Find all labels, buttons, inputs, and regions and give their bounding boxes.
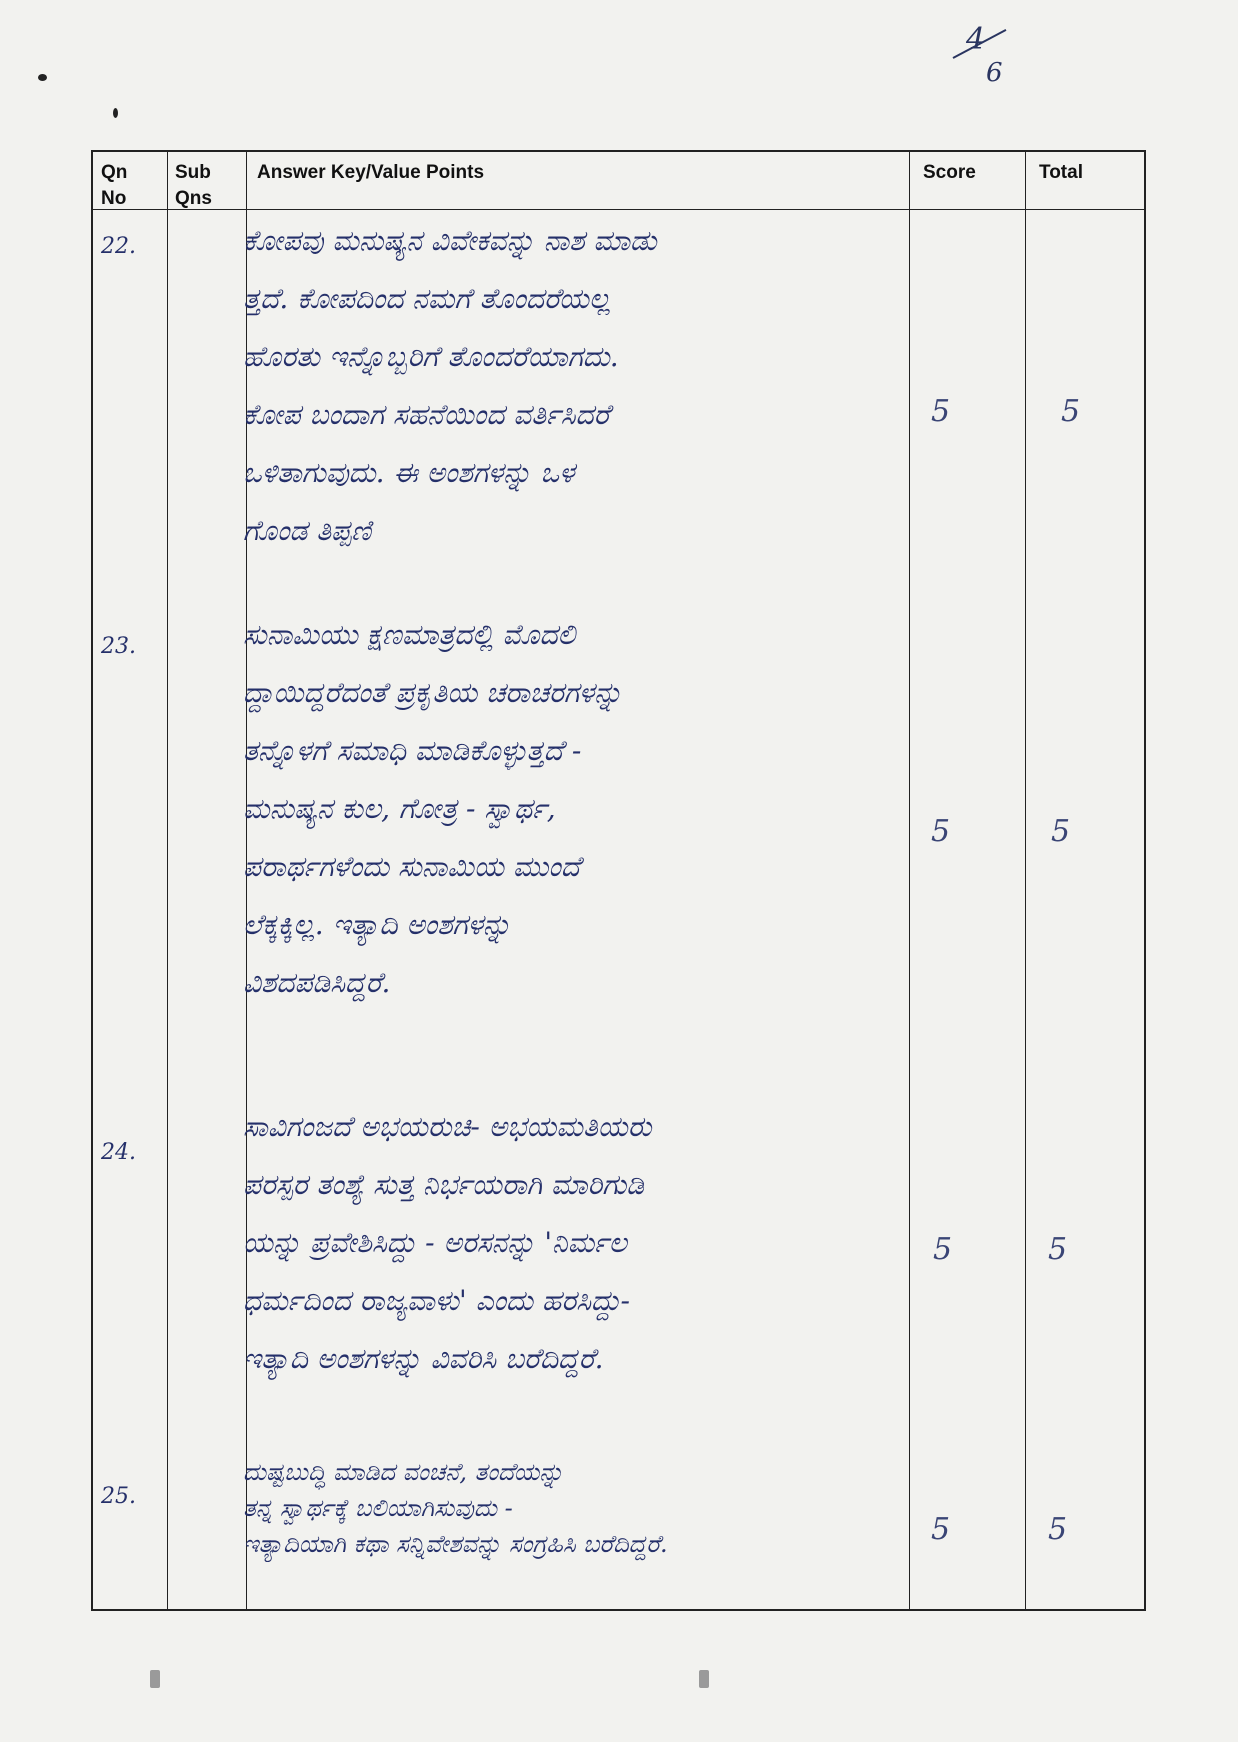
score-value: 5 (931, 394, 951, 429)
answer-line: ತನ್ನೊಳಗೆ ಸಮಾಧಿ ಮಾಡಿಕೊಳ್ಳುತ್ತದೆ - (243, 734, 582, 767)
header-answer-key: Answer Key/Value Points (257, 162, 485, 183)
score-value: 5 (931, 1512, 951, 1547)
header-sub-line1: Sub (175, 162, 211, 183)
header-divider (93, 209, 1144, 210)
answer-line: ಯನ್ನು ಪ್ರವೇಶಿಸಿದ್ದು - ಅರಸನನ್ನು 'ನಿರ್ಮಲ (243, 1226, 627, 1259)
answer-line: ಹೊರತು ಇನ್ನೊಬ್ಬರಿಗೆ ತೊಂದರೆಯಾಗದು. (243, 340, 619, 373)
answer-text (243, 1098, 898, 1388)
header-total: Total (1039, 162, 1083, 183)
scan-mark (150, 1670, 160, 1688)
answer-line: ತ್ತದೆ. ಕೋಪದಿಂದ ನಮಗೆ ತೊಂದರೆಯಲ್ಲ (243, 282, 611, 315)
question-number: 25. (101, 1484, 136, 1509)
answer-line: ಮನುಷ್ಯನ ಕುಲ, ಗೋತ್ರ - ಸ್ವಾರ್ಥ, (243, 792, 556, 825)
header-score: Score (923, 162, 976, 183)
answer-line: ದ್ದಾಯಿದ್ದರೆದಂತೆ ಪ್ರಕೃತಿಯ ಚರಾಚರಗಳನ್ನು (243, 676, 623, 709)
answer-line: ಪರಸ್ಪರ ತಂಶ್ಯೆ ಸುತ್ತ ನಿರ್ಭಯರಾಗಿ ಮಾರಿಗುಡಿ (243, 1168, 644, 1201)
answer-key-table (91, 150, 1146, 1611)
answer-line: ದುಷ್ಟಬುದ್ಧಿ ಮಾಡಿದ ವಂಚನೆ, ತಂದೆಯನ್ನು (243, 1458, 564, 1486)
page-number-denominator: 6 (986, 58, 1003, 88)
score-value: 5 (933, 1232, 953, 1267)
question-number: 24. (101, 1140, 136, 1165)
header-qn-line2: No (101, 188, 127, 209)
answer-text (243, 212, 898, 560)
column-divider (167, 152, 168, 1609)
header-qn-no (101, 160, 127, 212)
answer-line: ತನ್ನ ಸ್ವಾರ್ಥಕ್ಕೆ ಬಲಿಯಾಗಿಸುವುದು - (243, 1494, 513, 1522)
answer-line: ಕೋಪ ಬಂದಾಗ ಸಹನೆಯಿಂದ ವರ್ತಿಸಿದರೆ (243, 398, 610, 431)
page-number (948, 22, 1018, 88)
header-qn-line1: Qn (101, 162, 128, 183)
question-number: 22. (101, 234, 136, 259)
answer-line: ಲೆಕ್ಕಕ್ಕಿಲ್ಲ. ಇತ್ಯಾದಿ ಅಂಶಗಳನ್ನು (243, 908, 512, 941)
answer-line: ಧರ್ಮದಿಂದ ರಾಜ್ಯವಾಳು' ಎಂದು ಹರಸಿದ್ದು- (243, 1284, 631, 1317)
answer-line: ಗೊಂಡ ತಿಪ್ಪಣಿ (243, 514, 372, 547)
column-divider (909, 152, 910, 1609)
answer-line: ಒಳಿತಾಗುವುದು. ಈ ಅಂಶಗಳನ್ನು ಒಳ (243, 456, 575, 489)
header-sub-line2: Qns (175, 188, 212, 209)
answer-line: ಇತ್ಯಾದಿಯಾಗಿ ಕಥಾ ಸನ್ನಿವೇಶವನ್ನು ಸಂಗ್ರಹಿಸಿ ಬರೆದಿದ್ದರೆ. (243, 1530, 668, 1558)
total-value: 5 (1051, 814, 1071, 849)
total-value: 5 (1061, 394, 1081, 429)
answer-line: ಕೋಪವು ಮನುಷ್ಯನ ವಿವೇಕವನ್ನು ನಾಶ ಮಾಡು (243, 224, 657, 257)
answer-text (243, 1454, 898, 1562)
header-sub-qns (175, 160, 212, 212)
answer-text (243, 606, 898, 1012)
answer-line: ಇತ್ಯಾದಿ ಅಂಶಗಳನ್ನು ವಿವರಿಸಿ ಬರೆದಿದ್ದರೆ. (243, 1342, 604, 1375)
question-number: 23. (101, 634, 136, 659)
ink-speck (38, 74, 47, 81)
page-number-numerator: 4 (966, 22, 986, 57)
answer-line: ವಿಶದಪಡಿಸಿದ್ದರೆ. (243, 966, 391, 999)
score-value: 5 (931, 814, 951, 849)
total-value: 5 (1048, 1512, 1068, 1547)
answer-line: ಸುನಾಮಿಯು ಕ್ಷಣಮಾತ್ರದಲ್ಲಿ ಮೊದಲಿ (243, 618, 576, 651)
answer-line: ಪರಾರ್ಥಗಳೆಂದು ಸುನಾಮಿಯ ಮುಂದೆ (243, 850, 581, 883)
scan-mark (699, 1670, 709, 1688)
total-value: 5 (1048, 1232, 1068, 1267)
column-divider (1025, 152, 1026, 1609)
answer-line: ಸಾವಿಗಂಜದೆ ಅಭಯರುಚಿ- ಅಭಯಮತಿಯರು (243, 1110, 652, 1143)
ink-speck (113, 108, 118, 118)
